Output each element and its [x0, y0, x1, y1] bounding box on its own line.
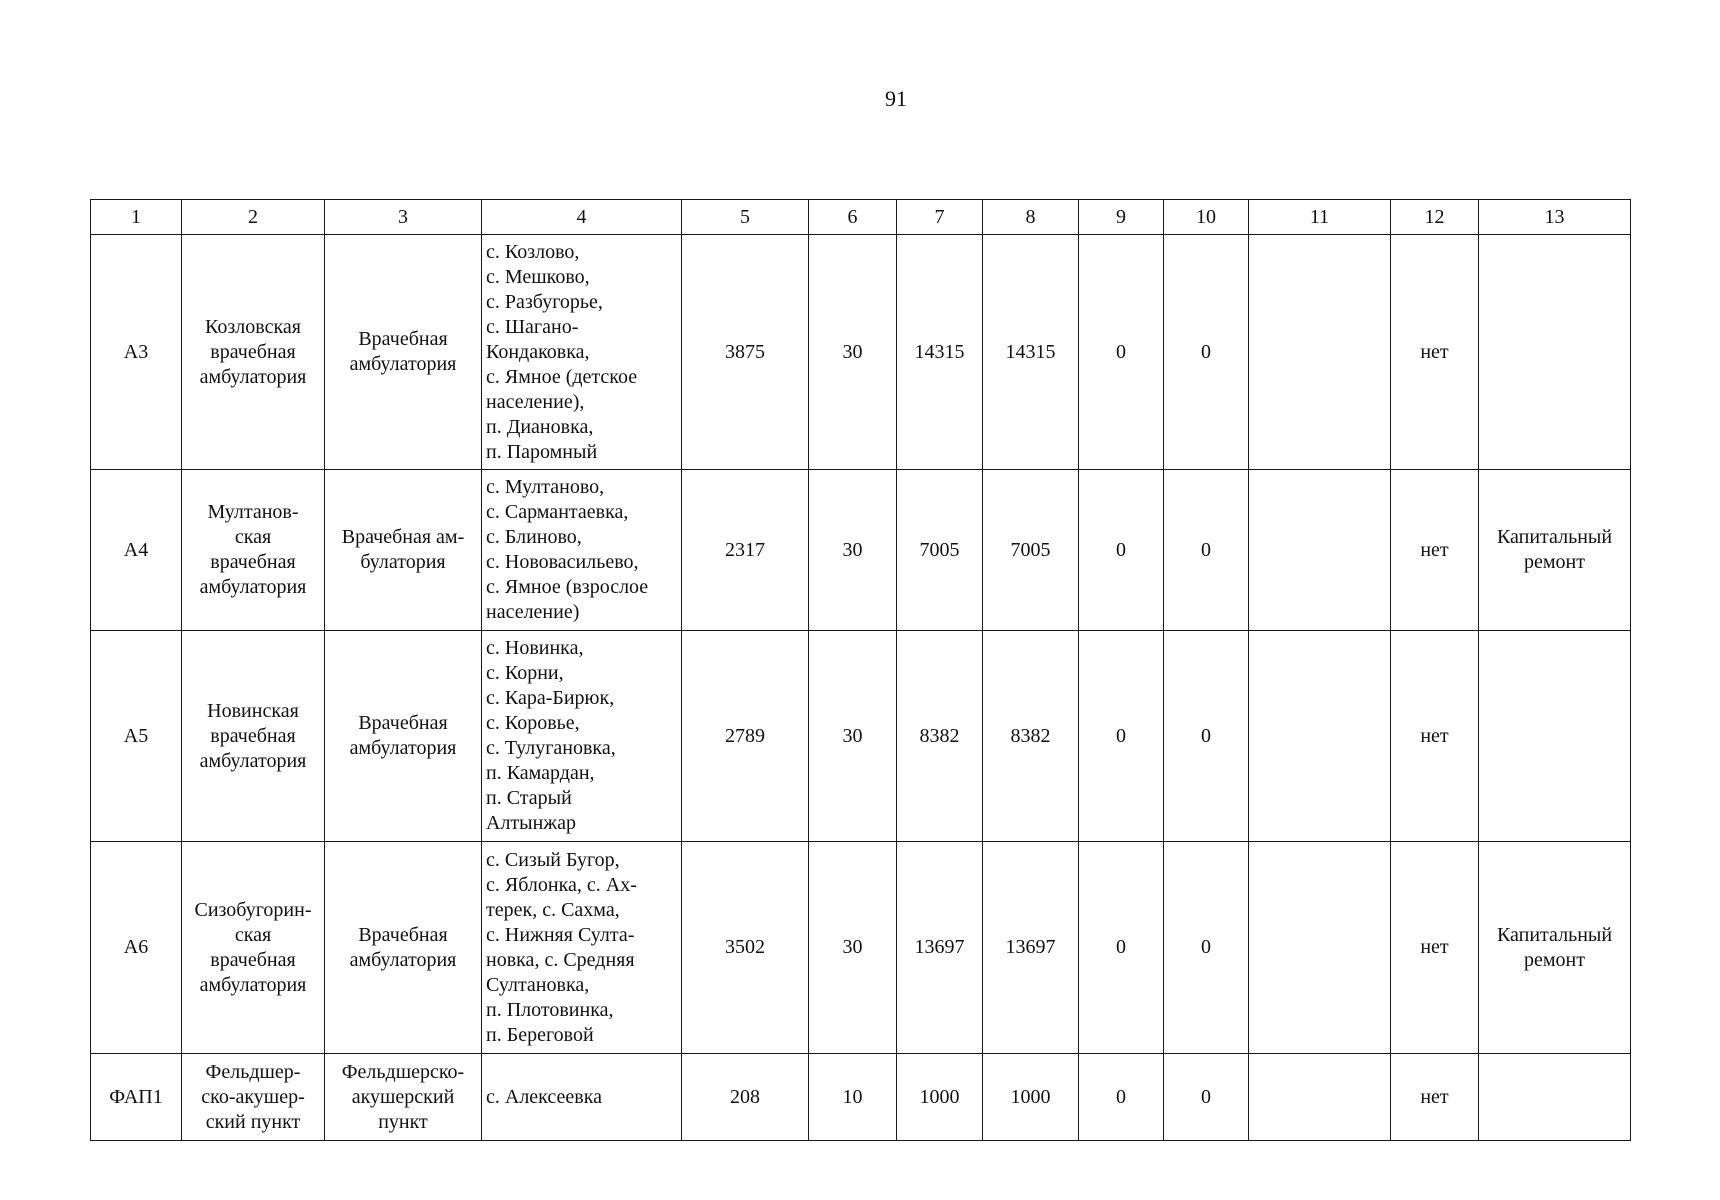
column-header: 13	[1479, 200, 1631, 235]
column-header: 1	[91, 200, 182, 235]
served-settlements: с. Новинка, с. Корни, с. Кара-Бирюк, с. Коровье, с. Тулугановка, п. Камардан, п. Старый Алтынжар	[482, 631, 682, 842]
facility-type: Врачебная амбулатория	[325, 235, 482, 470]
cell-col-11	[1249, 1054, 1391, 1141]
cell-col-13: Капитальный ремонт	[1479, 470, 1631, 631]
table-row	[91, 1054, 1631, 1141]
cell-col-13	[1479, 1054, 1631, 1141]
cell-col-9: 0	[1079, 470, 1164, 631]
cell-col-11	[1249, 470, 1391, 631]
cell-col-13: Капитальный ремонт	[1479, 842, 1631, 1054]
cell-col-12: нет	[1391, 470, 1479, 631]
facility-name: Новинская врачебная амбулатория	[182, 631, 325, 842]
cell-col-10: 0	[1164, 842, 1249, 1054]
facility-code: А3	[91, 235, 182, 470]
cell-col-6: 30	[809, 470, 897, 631]
facility-type: Врачебная ам- булатория	[325, 470, 482, 631]
facility-name: Фельдшер- ско-акушер- ский пункт	[182, 1054, 325, 1141]
cell-col-11	[1249, 235, 1391, 470]
facility-name: Козловская врачебная амбулатория	[182, 235, 325, 470]
cell-col-9: 0	[1079, 235, 1164, 470]
column-header: 6	[809, 200, 897, 235]
cell-col-6: 30	[809, 842, 897, 1054]
cell-col-12: нет	[1391, 842, 1479, 1054]
table-row	[91, 470, 1631, 631]
facility-code: А6	[91, 842, 182, 1054]
cell-col-7: 1000	[897, 1054, 983, 1141]
cell-col-8: 8382	[983, 631, 1079, 842]
column-header: 11	[1249, 200, 1391, 235]
column-header: 8	[983, 200, 1079, 235]
table-row	[91, 631, 1631, 842]
facility-code: А4	[91, 470, 182, 631]
cell-col-8: 7005	[983, 470, 1079, 631]
facility-type: Врачебная амбулатория	[325, 842, 482, 1054]
facilities-table	[90, 199, 1631, 1141]
cell-col-8: 13697	[983, 842, 1079, 1054]
cell-col-9: 0	[1079, 631, 1164, 842]
facility-name: Сизобугорин- ская врачебная амбулатория	[182, 842, 325, 1054]
served-settlements: с. Козлово, с. Мешково, с. Разбугорье, с. Шагано- Кондаковка, с. Ямное (детское население), п. Диановка, п. Паромный	[482, 235, 682, 470]
column-header: 2	[182, 200, 325, 235]
table-row	[91, 842, 1631, 1054]
cell-col-8: 14315	[983, 235, 1079, 470]
cell-col-5: 208	[682, 1054, 809, 1141]
cell-col-10: 0	[1164, 470, 1249, 631]
column-header: 7	[897, 200, 983, 235]
facility-type: Врачебная амбулатория	[325, 631, 482, 842]
cell-col-6: 30	[809, 235, 897, 470]
cell-col-11	[1249, 842, 1391, 1054]
facility-type: Фельдшерско- акушерский пункт	[325, 1054, 482, 1141]
cell-col-5: 2789	[682, 631, 809, 842]
cell-col-11	[1249, 631, 1391, 842]
cell-col-10: 0	[1164, 1054, 1249, 1141]
column-header: 9	[1079, 200, 1164, 235]
cell-col-6: 30	[809, 631, 897, 842]
facility-code: А5	[91, 631, 182, 842]
cell-col-5: 2317	[682, 470, 809, 631]
cell-col-7: 8382	[897, 631, 983, 842]
served-settlements: с. Алексеевка	[482, 1054, 682, 1141]
table-header-row	[91, 200, 1631, 235]
table-row	[91, 235, 1631, 470]
page-number: 91	[885, 86, 907, 111]
cell-col-13	[1479, 235, 1631, 470]
cell-col-10: 0	[1164, 631, 1249, 842]
column-header: 5	[682, 200, 809, 235]
cell-col-9: 0	[1079, 842, 1164, 1054]
cell-col-9: 0	[1079, 1054, 1164, 1141]
cell-col-5: 3875	[682, 235, 809, 470]
cell-col-7: 14315	[897, 235, 983, 470]
column-header: 4	[482, 200, 682, 235]
cell-col-8: 1000	[983, 1054, 1079, 1141]
served-settlements: с. Мултаново, с. Сармантаевка, с. Блиново, с. Нововасильево, с. Ямное (взрослое население)	[482, 470, 682, 631]
column-header: 10	[1164, 200, 1249, 235]
cell-col-10: 0	[1164, 235, 1249, 470]
served-settlements: с. Сизый Бугор, с. Яблонка, с. Ах- терек, с. Сахма, с. Нижняя Султа- новка, с. Средняя Султановка, п. Плотовинка, п. Береговой	[482, 842, 682, 1054]
facility-name: Мултанов- ская врачебная амбулатория	[182, 470, 325, 631]
facility-code: ФАП1	[91, 1054, 182, 1141]
column-header: 3	[325, 200, 482, 235]
cell-col-12: нет	[1391, 1054, 1479, 1141]
cell-col-12: нет	[1391, 235, 1479, 470]
cell-col-6: 10	[809, 1054, 897, 1141]
cell-col-13	[1479, 631, 1631, 842]
cell-col-5: 3502	[682, 842, 809, 1054]
cell-col-12: нет	[1391, 631, 1479, 842]
cell-col-7: 13697	[897, 842, 983, 1054]
cell-col-7: 7005	[897, 470, 983, 631]
column-header: 12	[1391, 200, 1479, 235]
